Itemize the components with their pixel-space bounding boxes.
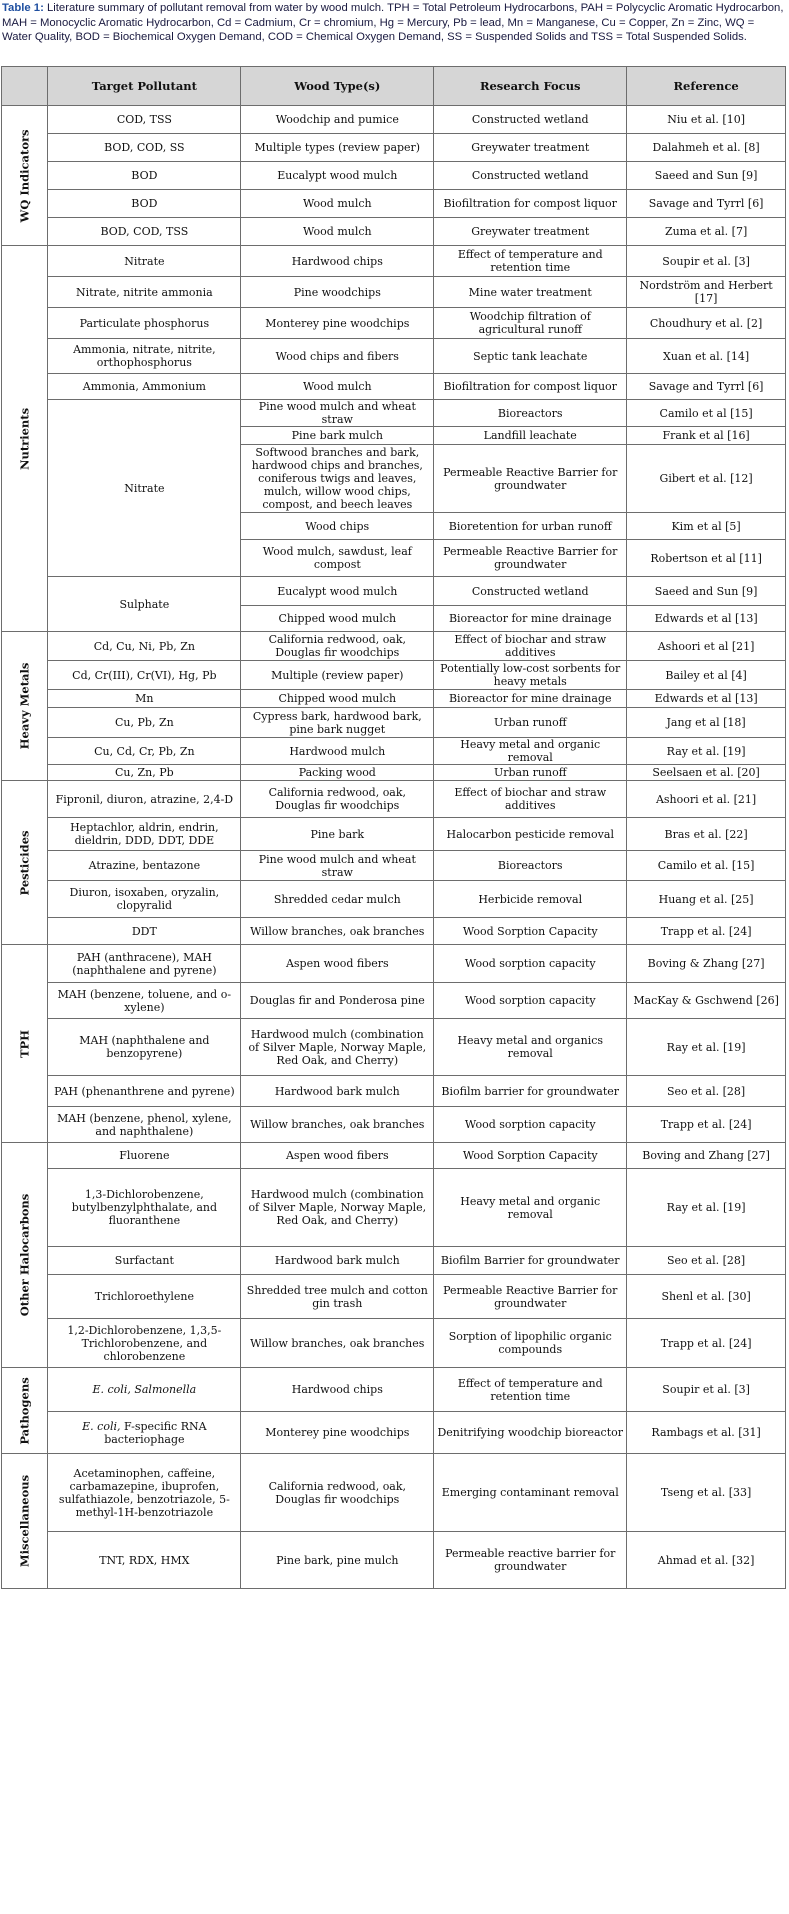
table-row [2,190,786,218]
target-pollutant-cell: 1,2-Dichlorobenzene, 1,3,5-Trichlorobenzene, and chlorobenzene [48,1319,241,1368]
wood-type-cell: Monterey pine woodchips [241,1412,434,1454]
target-pollutant-cell: Cu, Zn, Pb [48,765,241,781]
category-label: Nutrients [17,407,32,470]
research-focus-cell: Wood sorption capacity [434,983,627,1019]
table-row [2,1169,786,1247]
target-pollutant-cell: Cu, Cd, Cr, Pb, Zn [48,738,241,765]
wood-type-cell: Monterey pine woodchips [241,308,434,339]
target-pollutant-cell: BOD [48,162,241,190]
table-row [2,374,786,400]
wood-type-cell: California redwood, oak, Douglas fir woodchips [241,1454,434,1532]
category-label: Heavy Metals [17,662,32,750]
table-row [2,308,786,339]
reference-cell: Trapp et al. [24] [627,918,786,945]
research-focus-cell: Biofilm barrier for groundwater [434,1076,627,1107]
category-cell [2,781,48,945]
research-focus-cell: Heavy metal and organic removal [434,1169,627,1247]
table-row [2,577,786,606]
research-focus-cell: Mine water treatment [434,277,627,308]
reference-cell: Ray et al. [19] [627,1019,786,1076]
wood-type-cell: Hardwood mulch (combination of Silver Maple, Norway Maple, Red Oak, and Cherry) [241,1019,434,1076]
target-pollutant-cell: Particulate phosphorus [48,308,241,339]
target-pollutant-cell: 1,3-Dichlorobenzene, butylbenzylphthalate, and fluoranthene [48,1169,241,1247]
research-focus-cell: Wood sorption capacity [434,1107,627,1143]
table-row [2,1368,786,1412]
research-focus-cell: Wood Sorption Capacity [434,918,627,945]
table-row [2,1076,786,1107]
header-reference: Reference [627,67,786,106]
target-pollutant-cell: MAH (benzene, toluene, and o-xylene) [48,983,241,1019]
reference-cell: Ashoori et al. [21] [627,781,786,818]
research-focus-cell: Biofiltration for compost liquor [434,374,627,400]
table-row [2,818,786,851]
research-focus-cell: Urban runoff [434,708,627,738]
category-cell [2,106,48,246]
research-focus-cell: Bioreactor for mine drainage [434,690,627,708]
reference-cell: Bras et al. [22] [627,818,786,851]
reference-cell: Savage and Tyrrl [6] [627,190,786,218]
research-focus-cell: Biofiltration for compost liquor [434,190,627,218]
header-target-pollutant: Target Pollutant [48,67,241,106]
research-focus-cell: Denitrifying woodchip bioreactor [434,1412,627,1454]
target-pollutant-cell: Nitrate [48,246,241,277]
target-pollutant-cell: DDT [48,918,241,945]
category-label: Other Halocarbons [17,1193,32,1317]
pollutant-text: F-specific RNA bacteriophage [104,1419,207,1446]
reference-cell: Ray et al. [19] [627,1169,786,1247]
target-pollutant-cell: Ammonia, nitrate, nitrite, orthophosphorus [48,339,241,374]
reference-cell: Nordström and Herbert [17] [627,277,786,308]
wood-type-cell: Shredded cedar mulch [241,881,434,918]
wood-type-cell: Aspen wood fibers [241,1143,434,1169]
reference-cell: Ashoori et al [21] [627,632,786,661]
category-cell [2,1454,48,1589]
reference-cell: Trapp et al. [24] [627,1319,786,1368]
wood-type-cell: Chipped wood mulch [241,690,434,708]
target-pollutant-cell: Atrazine, bentazone [48,851,241,881]
wood-type-cell: Chipped wood mulch [241,606,434,632]
research-focus-cell: Wood sorption capacity [434,945,627,983]
category-label: WQ Indicators [17,128,32,223]
target-pollutant-cell: TNT, RDX, HMX [48,1532,241,1589]
research-focus-cell: Halocarbon pesticide removal [434,818,627,851]
table-row [2,851,786,881]
target-pollutant-cell: Trichloroethylene [48,1275,241,1319]
table-row [2,708,786,738]
reference-cell: Frank et al [16] [627,427,786,445]
target-pollutant-cell: Fipronil, diuron, atrazine, 2,4-D [48,781,241,818]
research-focus-cell: Bioretention for urban runoff [434,513,627,540]
wood-type-cell: Willow branches, oak branches [241,1107,434,1143]
research-focus-cell: Heavy metal and organics removal [434,1019,627,1076]
wood-type-cell: California redwood, oak, Douglas fir woodchips [241,632,434,661]
research-focus-cell: Urban runoff [434,765,627,781]
category-cell [2,1368,48,1454]
research-focus-cell: Herbicide removal [434,881,627,918]
reference-cell: Savage and Tyrrl [6] [627,374,786,400]
table-row [2,918,786,945]
table-caption [0,0,789,62]
table-header [2,67,786,106]
target-pollutant-cell: Cd, Cu, Ni, Pb, Zn [48,632,241,661]
research-focus-cell: Effect of biochar and straw additives [434,781,627,818]
research-focus-cell: Permeable Reactive Barrier for groundwater [434,540,627,577]
research-focus-cell: Greywater treatment [434,218,627,246]
table-row [2,661,786,690]
table-row [2,1143,786,1169]
wood-type-cell: Packing wood [241,765,434,781]
research-focus-cell: Emerging contaminant removal [434,1454,627,1532]
research-focus-cell: Constructed wetland [434,162,627,190]
reference-cell: Huang et al. [25] [627,881,786,918]
research-focus-cell: Effect of biochar and straw additives [434,632,627,661]
reference-cell: Robertson et al [11] [627,540,786,577]
reference-cell: Camilo et al. [15] [627,851,786,881]
target-pollutant-cell: Fluorene [48,1143,241,1169]
table-row [2,983,786,1019]
reference-cell: Boving & Zhang [27] [627,945,786,983]
category-cell [2,632,48,781]
wood-type-cell: Hardwood mulch (combination of Silver Maple, Norway Maple, Red Oak, and Cherry) [241,1169,434,1247]
table-row [2,690,786,708]
wood-type-cell: Pine bark [241,818,434,851]
target-pollutant-cell: MAH (naphthalene and benzopyrene) [48,1019,241,1076]
wood-type-cell: Hardwood bark mulch [241,1076,434,1107]
reference-cell: Tseng et al. [33] [627,1454,786,1532]
table-body [2,106,786,1589]
table-row [2,781,786,818]
research-focus-cell: Potentially low-cost sorbents for heavy metals [434,661,627,690]
target-pollutant-cell: PAH (phenanthrene and pyrene) [48,1076,241,1107]
target-pollutant-cell [48,1368,241,1412]
research-focus-cell: Permeable Reactive Barrier for groundwater [434,1275,627,1319]
target-pollutant-cell: Sulphate [48,577,241,632]
research-focus-cell: Greywater treatment [434,134,627,162]
table-row [2,246,786,277]
research-focus-cell: Bioreactor for mine drainage [434,606,627,632]
wood-type-cell: Douglas fir and Ponderosa pine [241,983,434,1019]
reference-cell: Soupir et al. [3] [627,1368,786,1412]
category-cell [2,1143,48,1368]
target-pollutant-cell: Heptachlor, aldrin, endrin, dieldrin, DDD, DDT, DDE [48,818,241,851]
header-research-focus: Research Focus [434,67,627,106]
reference-cell: Boving and Zhang [27] [627,1143,786,1169]
target-pollutant-cell: BOD, COD, TSS [48,218,241,246]
wood-type-cell: Willow branches, oak branches [241,918,434,945]
table-row [2,1019,786,1076]
reference-cell: Zuma et al. [7] [627,218,786,246]
reference-cell: Shenl et al. [30] [627,1275,786,1319]
research-focus-cell: Woodchip filtration of agricultural runoff [434,308,627,339]
research-focus-cell: Permeable Reactive Barrier for groundwater [434,445,627,513]
table-row [2,339,786,374]
header-wood-types: Wood Type(s) [241,67,434,106]
research-focus-cell: Septic tank leachate [434,339,627,374]
target-pollutant-cell: Ammonia, Ammonium [48,374,241,400]
table-row [2,106,786,134]
research-focus-cell: Sorption of lipophilic organic compounds [434,1319,627,1368]
target-pollutant-cell: Cu, Pb, Zn [48,708,241,738]
target-pollutant-cell: Cd, Cr(III), Cr(VI), Hg, Pb [48,661,241,690]
category-label: TPH [17,1029,32,1058]
research-focus-cell: Biofilm Barrier for groundwater [434,1247,627,1275]
reference-cell: Edwards et al [13] [627,690,786,708]
wood-type-cell: Hardwood chips [241,1368,434,1412]
research-focus-cell: Constructed wetland [434,106,627,134]
category-cell [2,945,48,1143]
wood-type-cell: Pine bark, pine mulch [241,1532,434,1589]
caption-label: Table 1: [2,2,44,14]
header-row [2,67,786,106]
table-row [2,134,786,162]
research-focus-cell: Effect of temperature and retention time [434,1368,627,1412]
wood-type-cell: Cypress bark, hardwood bark, pine bark nugget [241,708,434,738]
table-row [2,277,786,308]
research-focus-cell: Heavy metal and organic removal [434,738,627,765]
category-label: Pathogens [17,1376,32,1445]
target-pollutant-cell: Surfactant [48,1247,241,1275]
reference-cell: Jang et al [18] [627,708,786,738]
table-row [2,738,786,765]
research-focus-cell: Wood Sorption Capacity [434,1143,627,1169]
wood-type-cell: California redwood, oak, Douglas fir woodchips [241,781,434,818]
wood-type-cell: Pine wood mulch and wheat straw [241,400,434,427]
caption-text: Literature summary of pollutant removal from water by wood mulch. TPH = Total Petroleum Hydrocarbons, PAH = Polycyclic Aromatic Hydrocarbon, MAH = Monocyclic Aromatic Hydrocarbon, Cd = Cadmium, Cr = chromium, Hg = Mercury, Pb = lead, Mn = Manganese, Cu = Copper, Zn = Zinc, WQ = Water Quality, BOD = Biochemical Oxygen Demand, COD = Chemical Oxygen Demand, SS = Suspended Solids and TSS = Total Suspended Solids. [2,2,784,44]
wood-type-cell: Pine wood mulch and wheat straw [241,851,434,881]
target-pollutant-cell: Acetaminophen, caffeine, carbamazepine, ibuprofen, sulfathiazole, benzotriazole, 5-methyl-1H-benzotriazole [48,1454,241,1532]
wood-type-cell: Aspen wood fibers [241,945,434,983]
research-focus-cell: Effect of temperature and retention time [434,246,627,277]
wood-type-cell: Wood chips and fibers [241,339,434,374]
reference-cell: Ahmad et al. [32] [627,1532,786,1589]
reference-cell: Camilo et al [15] [627,400,786,427]
reference-cell: Choudhury et al. [2] [627,308,786,339]
table-row [2,1412,786,1454]
reference-cell: Edwards et al [13] [627,606,786,632]
wood-type-cell: Wood mulch, sawdust, leaf compost [241,540,434,577]
table-row [2,1247,786,1275]
reference-cell: Rambags et al. [31] [627,1412,786,1454]
wood-type-cell: Hardwood bark mulch [241,1247,434,1275]
target-pollutant-cell: Diuron, isoxaben, oryzalin, clopyralid [48,881,241,918]
reference-cell: Ray et al. [19] [627,738,786,765]
research-focus-cell: Bioreactors [434,851,627,881]
table-row [2,1532,786,1589]
wood-type-cell: Woodchip and pumice [241,106,434,134]
reference-cell: Kim et al [5] [627,513,786,540]
research-focus-cell: Landfill leachate [434,427,627,445]
wood-type-cell: Pine woodchips [241,277,434,308]
wood-type-cell: Pine bark mulch [241,427,434,445]
target-pollutant-cell: Nitrate, nitrite ammonia [48,277,241,308]
reference-cell: Xuan et al. [14] [627,339,786,374]
organism-name: E. coli, Salmonella [92,1383,197,1396]
table-row [2,632,786,661]
target-pollutant-cell: PAH (anthracene), MAH (naphthalene and pyrene) [48,945,241,983]
category-cell [2,246,48,632]
reference-cell: Seelsaen et al. [20] [627,765,786,781]
wood-type-cell: Wood mulch [241,218,434,246]
literature-table [1,66,786,1589]
table-row [2,1275,786,1319]
reference-cell: MacKay & Gschwend [26] [627,983,786,1019]
table-row [2,1107,786,1143]
target-pollutant-cell: MAH (benzene, phenol, xylene, and naphthalene) [48,1107,241,1143]
reference-cell: Saeed and Sun [9] [627,577,786,606]
table-row [2,1319,786,1368]
organism-name: E. coli, [82,1419,121,1433]
target-pollutant-cell: BOD, COD, SS [48,134,241,162]
wood-type-cell: Eucalypt wood mulch [241,162,434,190]
reference-cell: Bailey et al [4] [627,661,786,690]
table-row [2,218,786,246]
research-focus-cell: Permeable reactive barrier for groundwater [434,1532,627,1589]
table-row [2,945,786,983]
wood-type-cell: Hardwood mulch [241,738,434,765]
header-category-blank [2,67,48,106]
reference-cell: Gibert et al. [12] [627,445,786,513]
target-pollutant-cell [48,1412,241,1454]
reference-cell: Niu et al. [10] [627,106,786,134]
category-label: Miscellaneous [17,1474,32,1568]
table-row [2,1454,786,1532]
reference-cell: Saeed and Sun [9] [627,162,786,190]
target-pollutant-cell: BOD [48,190,241,218]
reference-cell: Soupir et al. [3] [627,246,786,277]
table-row [2,162,786,190]
reference-cell: Seo et al. [28] [627,1247,786,1275]
wood-type-cell: Multiple (review paper) [241,661,434,690]
wood-type-cell: Multiple types (review paper) [241,134,434,162]
reference-cell: Dalahmeh et al. [8] [627,134,786,162]
wood-type-cell: Shredded tree mulch and cotton gin trash [241,1275,434,1319]
wood-type-cell: Softwood branches and bark, hardwood chips and branches, coniferous twigs and leaves, mulch, willow wood chips, compost, and beech leaves [241,445,434,513]
table-row [2,881,786,918]
category-label: Pesticides [17,829,32,896]
target-pollutant-cell: Nitrate [48,400,241,577]
reference-cell: Seo et al. [28] [627,1076,786,1107]
target-pollutant-cell: Mn [48,690,241,708]
table-row [2,765,786,781]
wood-type-cell: Wood chips [241,513,434,540]
research-focus-cell: Bioreactors [434,400,627,427]
target-pollutant-cell: COD, TSS [48,106,241,134]
wood-type-cell: Eucalypt wood mulch [241,577,434,606]
wood-type-cell: Willow branches, oak branches [241,1319,434,1368]
wood-type-cell: Hardwood chips [241,246,434,277]
wood-type-cell: Wood mulch [241,190,434,218]
reference-cell: Trapp et al. [24] [627,1107,786,1143]
wood-type-cell: Wood mulch [241,374,434,400]
table-row [2,400,786,427]
research-focus-cell: Constructed wetland [434,577,627,606]
